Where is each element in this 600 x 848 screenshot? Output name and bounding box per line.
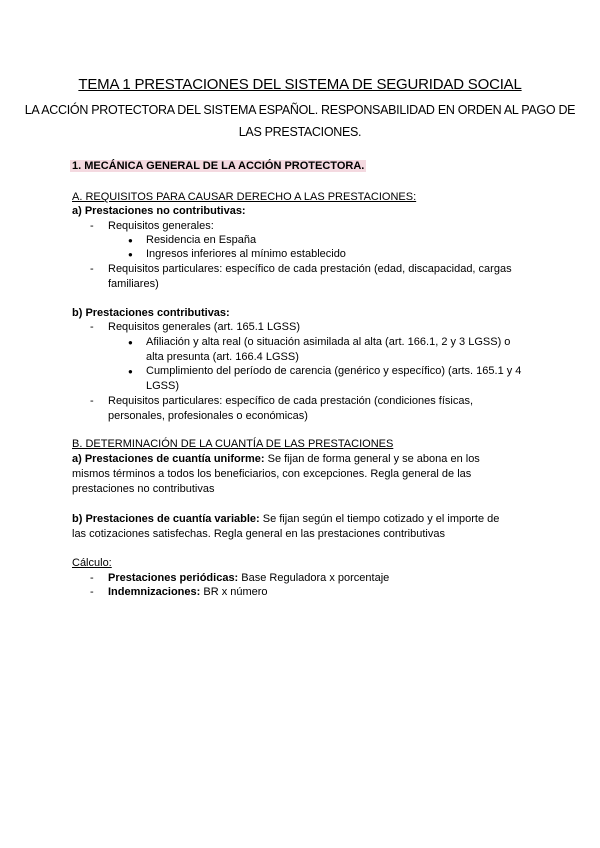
contributory-heading: b) Prestaciones contributivas: [72,307,230,319]
uniform-paragraph-line-2: mismos términos a todos los beneficiarios, con excepciones. Regla general de las [72,468,472,480]
list-item: ● Ingresos inferiores al mínimo establecido [146,247,346,261]
list-item: ● Residencia en España [146,233,256,247]
list-item-continuation: familiares) [108,278,159,290]
document-title: TEMA 1 PRESTACIONES DEL SISTEMA DE SEGURIDAD SOCIAL [78,76,522,93]
variable-paragraph-line-1: b) Prestaciones de cuantía variable: Se fijan según el tiempo cotizado y el importe de [72,513,500,525]
list-item: - Requisitos generales (art. 165.1 LGSS) [108,320,300,334]
list-item: ● Cumplimiento del período de carencia (genérico y específico) (arts. 165.1 y 4 [146,364,521,378]
list-item: - Requisitos particulares: específico de cada prestación (condiciones físicas, [108,394,473,408]
list-item: - Indemnizaciones: BR x número [108,585,268,599]
section-1-heading: 1. MECÁNICA GENERAL DE LA ACCIÓN PROTECTORA. [72,160,365,172]
list-item-continuation: LGSS) [146,380,180,392]
non-contributory-heading: a) Prestaciones no contributivas: [72,205,246,217]
uniform-paragraph-line-3: prestaciones no contributivas [72,483,215,495]
list-item: - Requisitos particulares: específico de cada prestación (edad, discapacidad, cargas [108,262,512,276]
variable-paragraph-line-2: las cotizaciones satisfechas. Regla general en las prestaciones contributivas [72,528,445,540]
part-b-heading: B. DETERMINACIÓN DE LA CUANTÍA DE LAS PRESTACIONES [72,438,394,450]
uniform-paragraph-line-1: a) Prestaciones de cuantía uniforme: Se fijan de forma general y se abona en los [72,453,480,465]
list-item: - Prestaciones periódicas: Base Reguladora x porcentaje [108,571,389,585]
calculation-heading: Cálculo: [72,557,112,569]
list-item-continuation: personales, profesionales o económicas) [108,410,308,422]
document-subtitle-line-1: LA ACCIÓN PROTECTORA DEL SISTEMA ESPAÑOL. RESPONSABILIDAD EN ORDEN AL PAGO DE [24,103,576,117]
part-a-heading: A. REQUISITOS PARA CAUSAR DERECHO A LAS PRESTACIONES: [72,191,417,203]
list-item-continuation: alta presunta (art. 166.4 LGSS) [146,351,299,363]
document-subtitle-line-2: LAS PRESTACIONES. [238,125,362,139]
list-item: ● Afiliación y alta real (o situación asimilada al alta (art. 166.1, 2 y 3 LGSS) o [146,335,510,349]
list-item: - Requisitos generales: [108,219,214,233]
